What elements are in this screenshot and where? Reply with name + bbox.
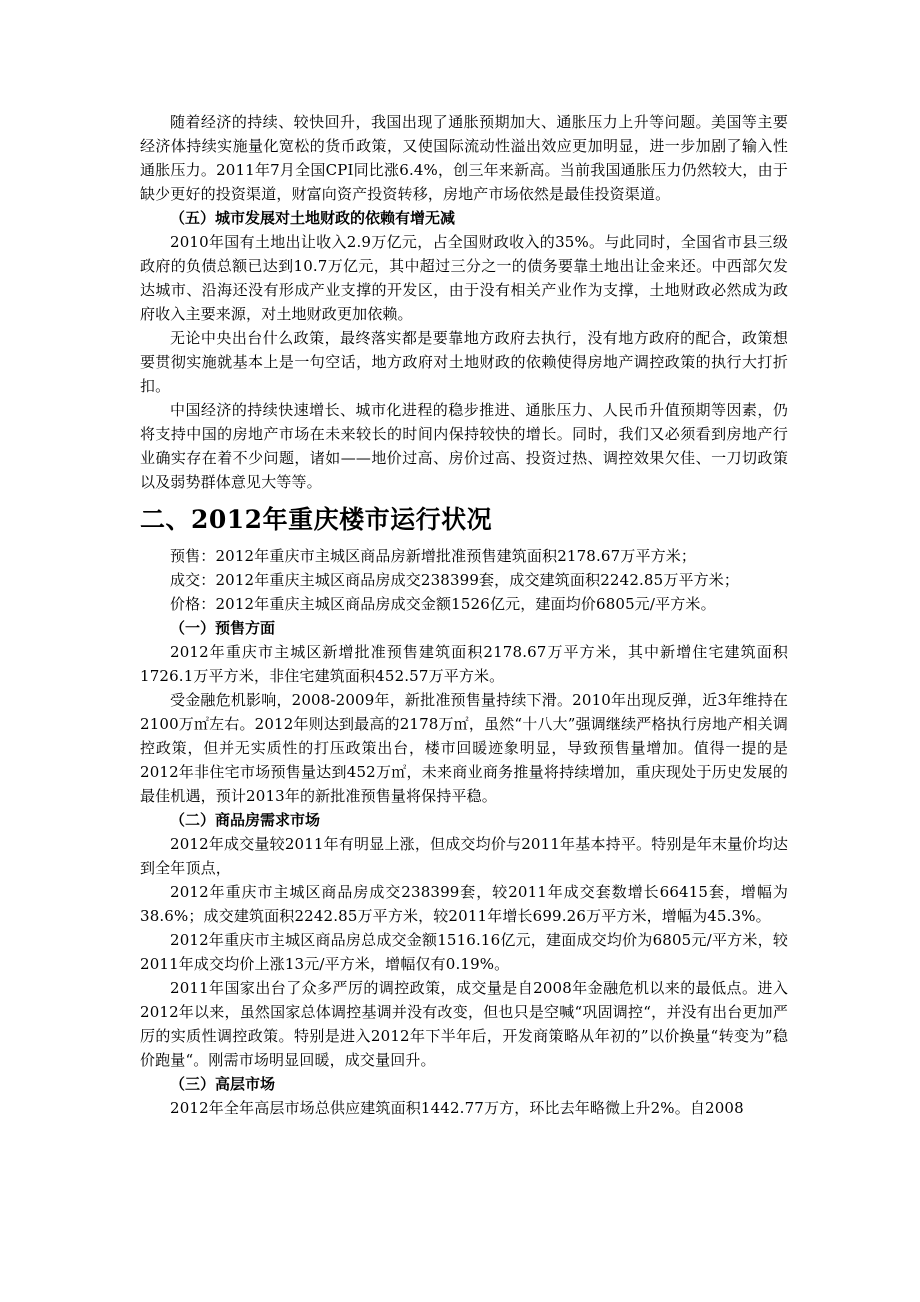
line-presale: 预售：2012年重庆市主城区商品房新增批准预售建筑面积2178.67万平方米； (170, 547, 697, 565)
subheading-land-finance: （五）城市发展对土地财政的依赖有增无减 (170, 209, 456, 227)
paragraph-presale-area: 2012年重庆市主城区新增批准预售建筑面积2178.67万平方米，其中新增住宅建筑面积1726.1万平方米，非住宅建筑面积452.57万平方米。 (140, 643, 788, 685)
subheading-highrise: （三）高层市场 (170, 1075, 276, 1093)
paragraph-inflation: 随着经济的持续、较快回升，我国出现了通胀预期加大、通胀压力上升等问题。美国等主要经济体持续实施量化宽松的货币政策，又使国际流动性溢出效应更加明显，进一步加剧了输入性通胀压力。2011年7月全国CPI同比涨6.4%，创三年来新高。当前我国通胀压力仍然较大，由于缺少更好的投资渠道，财富向资产投资转移，房地产市场依然是最佳投资渠道。 (140, 113, 788, 203)
paragraph-demand-policy: 2011年国家出台了众多严厉的调控政策，成交量是自2008年金融危机以来的最低点。进入2012年以来，虽然国家总体调控基调并没有改变，但也只是空喊“巩固调控“，并没有出台更加严厉的实质性调控政策。特别是进入2012年下半年后，开发商策略从年初的”以价换量“转变为”稳价跑量“。刚需市场明显回暖，成交量回升。 (140, 979, 788, 1069)
paragraph-highrise: 2012年全年高层市场总供应建筑面积1442.77万方，环比去年略微上升2%。自2008 (170, 1099, 744, 1117)
section-title: 二、2012年重庆楼市运行状况 (140, 505, 493, 534)
paragraph-summary: 中国经济的持续快速增长、城市化进程的稳步推进、通胀压力、人民币升值预期等因素，仍将支持中国的房地产市场在未来较长的时间内保持较快的增长。同时，我们又必须看到房地产行业确实存在着不少问题，诸如——地价过高、房价过高、投资过热、调控效果欠佳、一刀切政策以及弱势群体意见大等等。 (140, 401, 788, 491)
paragraph-demand-overview: 2012年成交量较2011年有明显上涨，但成交均价与2011年基本持平。特别是年末量价均达到全年顶点， (140, 835, 788, 877)
line-deal: 成交：2012年重庆主城区商品房成交238399套，成交建筑面积2242.85万平方米； (170, 571, 740, 589)
paragraph-demand-volume: 2012年重庆市主城区商品房成交238399套，较2011年成交套数增长66415套，增幅为38.6%；成交建筑面积2242.85万平方米，较2011年增长699.26万平方米，增幅为45.3%。 (140, 883, 788, 925)
line-price: 价格：2012年重庆主城区商品房成交金额1526亿元，建面均价6805元/平方米。 (170, 595, 716, 613)
paragraph-presale-trend: 受金融危机影响，2008-2009年，新批准预售量持续下滑。2010年出现反弹，近3年维持在2100万㎡左右。2012年则达到最高的2178万㎡，虽然“十八大”强调继续严格执行房地产相关调控政策，但并无实质性的打压政策出台，楼市回暖迹象明显，导致预售量增加。值得一提的是2012年非住宅市场预售量达到452万㎡，未来商业商务推量将持续增加，重庆现处于历史发展的最佳机遇，预计2013年的新批准预售量将保持平稳。 (140, 691, 788, 805)
subheading-demand: （二）商品房需求市场 (170, 811, 321, 829)
paragraph-land-revenue: 2010年国有土地出让收入2.9万亿元，占全国财政收入的35%。与此同时，全国省市县三级政府的负债总额已达到10.7万亿元，其中超过三分之一的债务要靠土地出让金来还。中西部欠发达城市、沿海还没有形成产业支撑的开发区，由于没有相关产业作为支撑，土地财政必然成为政府收入主要来源，对土地财政更加依赖。 (140, 233, 788, 323)
document-body (140, 110, 788, 1120)
paragraph-demand-amount: 2012年重庆市主城区商品房总成交金额1516.16亿元，建面成交均价为6805元/平方米，较2011年成交均价上涨13元/平方米，增幅仅有0.19%。 (140, 931, 788, 973)
paragraph-local-government: 无论中央出台什么政策，最终落实都是要靠地方政府去执行，没有地方政府的配合，政策想要贯彻实施就基本上是一句空话，地方政府对土地财政的依赖使得房地产调控政策的执行大打折扣。 (140, 329, 788, 395)
subheading-presale: （一）预售方面 (170, 619, 276, 637)
